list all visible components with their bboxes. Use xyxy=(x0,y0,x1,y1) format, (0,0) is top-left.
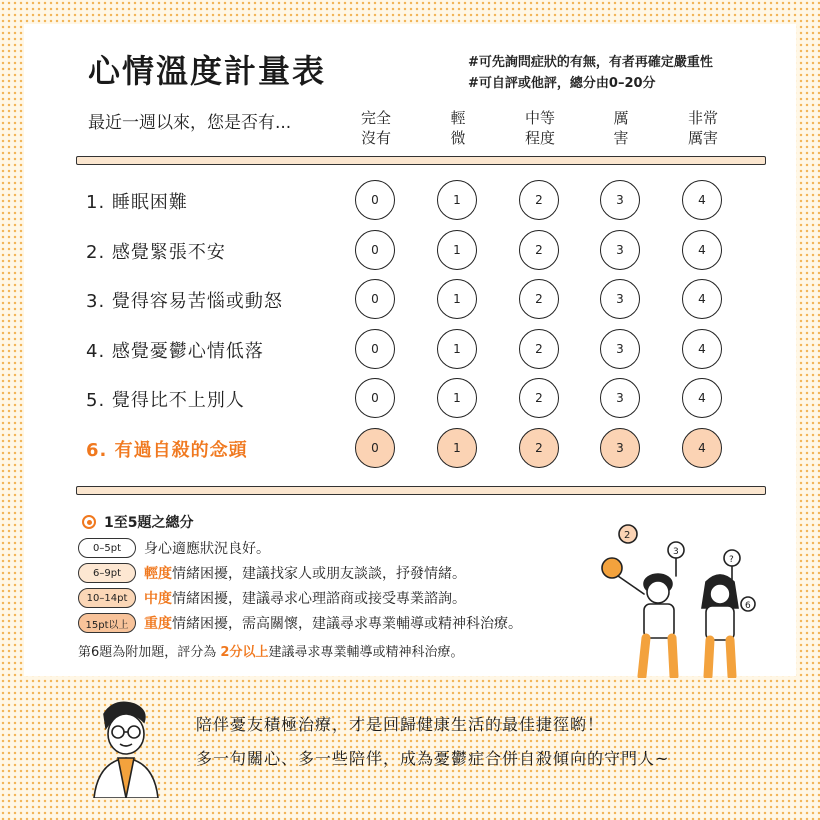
score-option-2[interactable]: 2 xyxy=(519,428,559,468)
footnote xyxy=(78,641,463,660)
score-option-2[interactable]: 2 xyxy=(519,329,559,369)
message-line-2: 多一句關心、多一些陪伴，成為憂鬱症合併自殺傾向的守門人~ xyxy=(196,749,670,768)
bottom-divider xyxy=(76,486,766,495)
summary-heading xyxy=(82,512,193,532)
score-option-0[interactable]: 0 xyxy=(355,428,395,468)
score-option-4[interactable]: 4 xyxy=(682,180,722,220)
score-option-3[interactable]: 3 xyxy=(600,230,640,270)
column-header-very-severe: 非常 厲害 xyxy=(687,109,718,147)
score-row xyxy=(78,613,522,633)
footnote-text: 建議尋求專業輔導或精神科治療。 xyxy=(268,645,464,660)
score-option-4[interactable]: 4 xyxy=(682,230,722,270)
score-option-1[interactable]: 1 xyxy=(437,428,477,468)
questionnaire-card xyxy=(24,24,796,676)
characters-illustration xyxy=(572,512,782,678)
score-option-4[interactable]: 4 xyxy=(682,329,722,369)
footnote-text: 第6題為附加題，評分為 xyxy=(78,645,217,660)
score-option-3[interactable]: 3 xyxy=(600,180,640,220)
doctor-avatar xyxy=(84,698,168,798)
page-title: 心情溫度計量表 xyxy=(88,52,327,90)
column-header-severe: 厲 害 xyxy=(613,109,629,147)
svg-text:3: 3 xyxy=(673,547,679,557)
footnote-emphasis: 2分以上 xyxy=(220,645,269,660)
score-option-3[interactable]: 3 xyxy=(600,378,640,418)
svg-text:?: ? xyxy=(729,555,734,565)
notes xyxy=(468,52,713,94)
column-header-none: 完全 沒有 xyxy=(360,109,391,147)
svg-text:6: 6 xyxy=(745,601,751,611)
score-text: 情緒困擾，建議尋求心理諮商或接受專業諮詢。 xyxy=(172,591,466,607)
item-label: 2. 感覺緊張不安 xyxy=(86,241,226,263)
score-option-2[interactable]: 2 xyxy=(519,230,559,270)
score-option-0[interactable]: 0 xyxy=(355,279,395,319)
score-range-badge: 15pt以上 xyxy=(78,613,136,633)
message-line-1: 陪伴憂友積極治療，才是回歸健康生活的最佳捷徑喲！ xyxy=(196,715,605,734)
score-option-4[interactable]: 4 xyxy=(682,428,722,468)
item-label: 6. 有過自殺的念頭 xyxy=(86,439,248,461)
score-option-1[interactable]: 1 xyxy=(437,378,477,418)
score-option-2[interactable]: 2 xyxy=(519,279,559,319)
score-option-0[interactable]: 0 xyxy=(355,230,395,270)
note-line: #可先詢問症狀的有無，有者再確定嚴重性 xyxy=(468,55,713,70)
note-line: #可自評或他評，總分由0–20分 xyxy=(468,76,656,91)
target-icon xyxy=(82,515,96,529)
column-header-moderate: 中等 程度 xyxy=(524,109,555,147)
score-range-badge: 0–5pt xyxy=(78,538,136,558)
score-text: 情緒困擾，建議找家人或朋友談談，抒發情緒。 xyxy=(172,566,466,582)
score-row xyxy=(78,563,466,583)
top-divider xyxy=(76,156,766,165)
score-text: 情緒困擾，需高關懷，建議尋求專業輔導或精神科治療。 xyxy=(172,616,522,632)
severity-label: 輕度 xyxy=(144,566,172,582)
score-option-0[interactable]: 0 xyxy=(355,180,395,220)
column-header-mild: 輕 微 xyxy=(450,109,466,147)
score-range-badge: 10–14pt xyxy=(78,588,136,608)
score-row xyxy=(78,538,270,558)
score-option-1[interactable]: 1 xyxy=(437,279,477,319)
severity-label: 中度 xyxy=(144,591,172,607)
score-option-2[interactable]: 2 xyxy=(519,378,559,418)
item-label: 1. 睡眠困難 xyxy=(86,192,188,213)
score-option-1[interactable]: 1 xyxy=(437,329,477,369)
score-option-0[interactable]: 0 xyxy=(355,378,395,418)
score-option-1[interactable]: 1 xyxy=(437,180,477,220)
score-text: 身心適應狀況良好。 xyxy=(144,541,270,557)
score-option-1[interactable]: 1 xyxy=(437,230,477,270)
score-option-3[interactable]: 3 xyxy=(600,279,640,319)
score-option-2[interactable]: 2 xyxy=(519,180,559,220)
item-label: 3. 覺得容易苦惱或動怒 xyxy=(86,291,283,312)
score-row xyxy=(78,588,466,608)
score-option-3[interactable]: 3 xyxy=(600,428,640,468)
item-label: 5. 覺得比不上別人 xyxy=(86,390,245,411)
item-label: 4. 感覺憂鬱心情低落 xyxy=(86,340,264,362)
question-prompt: 最近一週以來，您是否有... xyxy=(88,113,292,133)
summary-title: 1至5題之總分 xyxy=(104,515,194,531)
score-option-0[interactable]: 0 xyxy=(355,329,395,369)
bottom-message-band xyxy=(0,690,820,820)
score-option-4[interactable]: 4 xyxy=(682,378,722,418)
severity-label: 重度 xyxy=(144,616,172,632)
score-option-3[interactable]: 3 xyxy=(600,329,640,369)
score-option-4[interactable]: 4 xyxy=(682,279,722,319)
svg-text:2: 2 xyxy=(624,530,631,541)
score-range-badge: 6–9pt xyxy=(78,563,136,583)
